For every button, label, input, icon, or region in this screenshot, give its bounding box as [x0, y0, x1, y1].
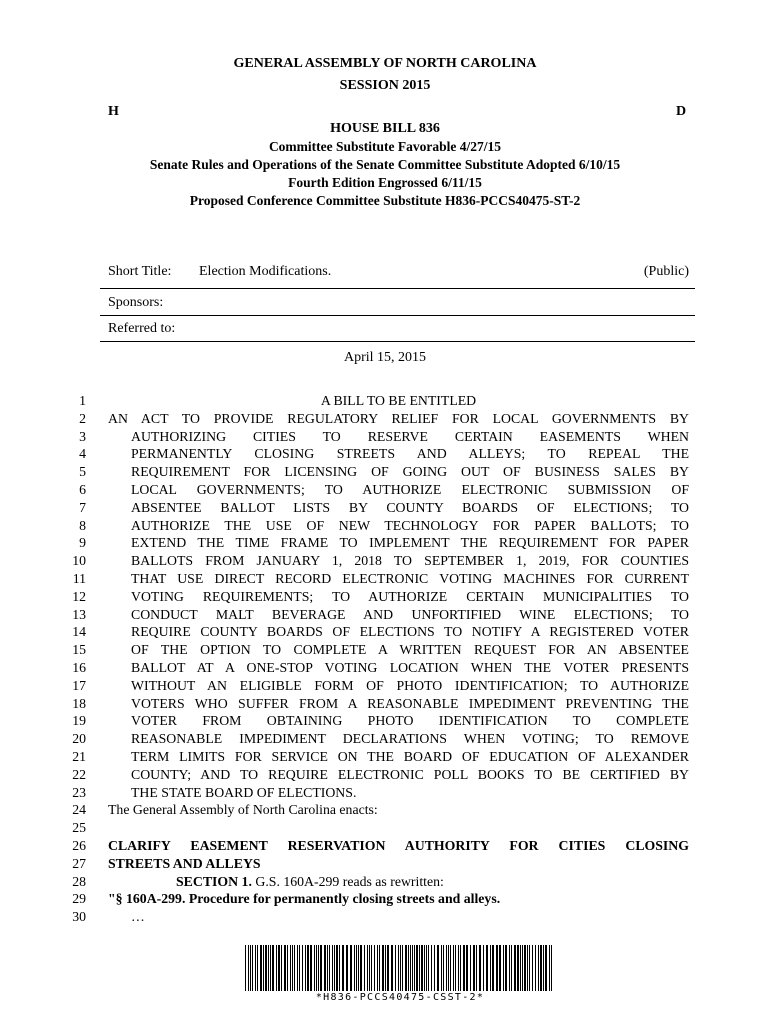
barcode-bar	[505, 945, 507, 991]
line-number: 4	[79, 446, 86, 462]
line-number: 25	[72, 820, 86, 836]
barcode-bar	[302, 945, 303, 991]
barcode-bar	[424, 945, 425, 991]
line-text: LOCAL GOVERNMENTS; TO AUTHORIZE ELECTRONIC SUBMISSION OF	[131, 482, 689, 497]
sponsors-label: Sponsors:	[108, 295, 164, 310]
line-number: 26	[72, 838, 86, 853]
barcode-bar	[329, 945, 330, 991]
line-number: 2	[79, 410, 86, 426]
barcode-bar	[268, 945, 269, 991]
line-text: PERMANENTLY CLOSING STREETS AND ALLEYS; TO REPEAL THE	[131, 446, 689, 462]
line	[0, 837, 770, 855]
edition-line: Committee Substitute Favorable 4/27/15	[268, 139, 502, 154]
line	[0, 712, 770, 730]
line-text: TERM LIMITS FOR SERVICE ON THE BOARD OF EDUCATION OF ALEXANDER	[131, 749, 689, 764]
short-title-value: Election Modifications.	[199, 264, 332, 279]
barcode-bar	[369, 945, 370, 991]
section-heading: STREETS AND ALLEYS	[108, 855, 261, 871]
line-number: 11	[72, 571, 86, 586]
line-text: REQUIREMENT FOR LICENSING OF GOING OUT OF BUSINESS SALES BY	[131, 464, 689, 480]
line-number: 13	[72, 606, 86, 622]
barcode-bar	[514, 945, 516, 991]
line-number: 23	[72, 784, 86, 800]
line	[0, 641, 770, 659]
barcode-bar	[385, 945, 386, 991]
barcode-bar	[367, 945, 368, 991]
line-number: 21	[72, 749, 86, 764]
barcode-bar	[305, 945, 306, 991]
line	[0, 730, 770, 748]
section-label: SECTION 1.	[176, 873, 252, 889]
line-text: BALLOT AT A ONE-STOP VOTING LOCATION WHEN THE VOTER PRESENTS	[131, 660, 689, 675]
barcode-bar	[374, 945, 375, 991]
barcode-bar	[276, 945, 277, 991]
public-label: (Public)	[643, 264, 689, 279]
bill-number: HOUSE BILL 836	[330, 121, 440, 136]
barcode-bar	[499, 945, 501, 991]
barcode-bar	[314, 945, 315, 991]
barcode-bar	[263, 945, 264, 991]
line-text: VOTING REQUIREMENTS; TO AUTHORIZE CERTAIN MUNICIPALITIES TO	[131, 588, 689, 604]
barcode-bar	[255, 945, 256, 991]
line-number: 12	[72, 588, 86, 604]
barcode-bar	[316, 945, 317, 991]
barcode-image	[245, 945, 555, 991]
line	[0, 623, 770, 641]
barcode-bar	[270, 945, 271, 991]
barcode-bar	[324, 945, 326, 991]
line	[0, 392, 770, 410]
line-text: REASONABLE IMPEDIMENT DECLARATIONS WHEN VOTING; TO REMOVE	[131, 731, 689, 747]
barcode-bar	[382, 945, 384, 991]
barcode-bar	[391, 945, 393, 991]
barcode-bar	[540, 945, 542, 991]
line	[0, 534, 770, 552]
barcode-bar	[250, 945, 251, 991]
barcode-bar	[496, 945, 498, 991]
barcode-bar	[290, 945, 291, 991]
barcode-bar	[294, 945, 295, 991]
barcode-bar	[463, 945, 465, 991]
line-text: CONDUCT MALT BEVERAGE AND UNFORTIFIED WINE ELECTIONS; TO	[131, 606, 689, 622]
line-number: 28	[72, 873, 86, 889]
barcode-bar	[364, 945, 365, 991]
barcode-bar	[299, 945, 300, 991]
barcode-bar	[272, 945, 274, 991]
barcode-bar	[332, 945, 333, 991]
line-number: 20	[72, 731, 86, 747]
barcode-bar	[414, 945, 415, 991]
barcode-bar	[318, 945, 319, 991]
line-number: 8	[79, 517, 86, 533]
barcode-bar	[476, 945, 477, 991]
edition-line: Proposed Conference Committee Substitute H836-PCCS40475-ST-2	[189, 193, 581, 208]
referred-label: Referred to:	[108, 321, 176, 336]
line	[0, 588, 770, 606]
barcode-bar	[257, 945, 258, 991]
line	[0, 428, 770, 446]
barcode-bar	[551, 945, 552, 991]
line	[0, 819, 770, 837]
barcode-bar	[379, 945, 380, 991]
barcode-bar	[446, 945, 447, 991]
barcode-bar	[455, 945, 456, 991]
barcode-bar	[405, 945, 407, 991]
line-text: A BILL TO BE ENTITLED	[320, 393, 477, 408]
assembly-title: GENERAL ASSEMBLY OF NORTH CAROLINA	[233, 56, 537, 71]
barcode-bar	[448, 945, 449, 991]
line-text: EXTEND THE TIME FRAME TO IMPLEMENT THE REQUIREMENT FOR PAPER	[131, 535, 689, 551]
barcode-bar	[511, 945, 512, 991]
line-number: 17	[72, 677, 86, 693]
barcode-bar	[549, 945, 550, 991]
short-title-label: Short Title:	[108, 264, 172, 279]
barcode-bar	[287, 945, 288, 991]
line	[0, 748, 770, 766]
line	[0, 766, 770, 784]
line-number: 3	[79, 428, 86, 444]
line	[0, 606, 770, 624]
barcode-bar	[486, 945, 488, 991]
barcode-bar	[412, 945, 413, 991]
barcode-bar	[307, 945, 309, 991]
barcode-bar	[524, 945, 526, 991]
line	[0, 659, 770, 677]
barcode-bar	[470, 945, 471, 991]
line-number: 10	[72, 553, 86, 569]
barcode-bar	[473, 945, 475, 991]
line	[0, 908, 770, 926]
barcode-bar	[284, 945, 286, 991]
divider	[100, 315, 695, 316]
barcode-bar	[416, 945, 418, 991]
line	[0, 570, 770, 588]
line-text: ABSENTEE BALLOT LISTS BY COUNTY BOARDS OF ELECTIONS; TO	[131, 499, 689, 515]
line-text: COUNTY; AND TO REQUIRE ELECTRONIC POLL BOOKS TO BE CERTIFIED BY	[131, 766, 689, 782]
barcode-bar	[441, 945, 442, 991]
divider	[100, 288, 695, 289]
barcode-bar	[260, 945, 262, 991]
line	[0, 552, 770, 570]
barcode-bar	[529, 945, 530, 991]
line	[0, 499, 770, 517]
barcode-bar	[483, 945, 484, 991]
barcode-bar	[252, 945, 253, 991]
line	[0, 517, 770, 535]
barcode-bar	[334, 945, 335, 991]
line	[0, 410, 770, 428]
barcode-bar	[395, 945, 396, 991]
barcode-bar	[387, 945, 389, 991]
barcode-bar	[358, 945, 359, 991]
barcode-bar	[460, 945, 461, 991]
barcode-bar	[538, 945, 539, 991]
barcode-bar	[503, 945, 504, 991]
line-number: 16	[72, 660, 86, 675]
barcode-bar	[543, 945, 544, 991]
barcode-bar	[428, 945, 429, 991]
barcode-bar	[410, 945, 411, 991]
barcode-bar	[527, 945, 528, 991]
barcode-bar	[297, 945, 298, 991]
barcode-bar	[458, 945, 459, 991]
barcode-bar	[492, 945, 494, 991]
barcode-bar	[450, 945, 451, 991]
line-number: 24	[72, 802, 86, 818]
line-number: 30	[72, 909, 86, 925]
line-number: 1	[79, 393, 86, 408]
barcode-bar	[437, 945, 439, 991]
barcode-bar	[320, 945, 322, 991]
barcode-bar	[426, 945, 427, 991]
line	[0, 677, 770, 695]
barcode-bar	[248, 945, 249, 991]
barcode-bar	[398, 945, 399, 991]
divider	[100, 341, 695, 342]
barcode-bar	[327, 945, 328, 991]
line	[0, 445, 770, 463]
barcode-bar	[292, 945, 293, 991]
line-number: 15	[72, 642, 86, 658]
line-number: 7	[79, 499, 86, 515]
line-text: REQUIRE COUNTY BOARDS OF ELECTIONS TO NOTIFY A REGISTERED VOTER	[131, 624, 689, 640]
line-text: The General Assembly of North Carolina enacts:	[108, 802, 378, 818]
session-title: SESSION 2015	[339, 78, 431, 93]
line-text: BALLOTS FROM JANUARY 1, 2018 TO SEPTEMBER 1, 2019, FOR COUNTIES	[131, 553, 689, 569]
barcode-bar	[356, 945, 357, 991]
line-number: 9	[79, 535, 86, 551]
line	[0, 873, 770, 891]
line-number: 27	[72, 855, 86, 871]
line	[0, 801, 770, 819]
line-text: AUTHORIZING CITIES TO RESERVE CERTAIN EASEMENTS WHEN	[131, 428, 689, 444]
line-text: AUTHORIZE THE USE OF NEW TECHNOLOGY FOR PAPER BALLOTS; TO	[131, 517, 689, 533]
line	[0, 855, 770, 873]
line-text: G.S. 160A-299 reads as rewritten:	[251, 873, 444, 889]
barcode-bar	[346, 945, 348, 991]
barcode-bar	[310, 945, 312, 991]
barcode-bar	[443, 945, 444, 991]
line	[0, 463, 770, 481]
barcode-bar	[490, 945, 491, 991]
barcode-bar	[522, 945, 523, 991]
barcode-bar	[400, 945, 401, 991]
line	[0, 784, 770, 802]
barcode-bar	[360, 945, 362, 991]
barcode-bar	[532, 945, 533, 991]
line-text: OF THE OPTION TO COMPLETE A WRITTEN REQUEST FOR AN ABSENTEE	[131, 642, 689, 658]
barcode-bar	[421, 945, 423, 991]
line-number: 5	[79, 464, 86, 480]
line-number: 29	[72, 891, 86, 907]
line-text: THE STATE BOARD OF ELECTIONS.	[131, 784, 357, 800]
barcode-bar	[342, 945, 344, 991]
barcode-bar	[336, 945, 338, 991]
barcode-bar	[278, 945, 280, 991]
line-text: AN ACT TO PROVIDE REGULATORY RELIEF FOR LOCAL GOVERNMENTS BY	[108, 410, 689, 426]
barcode-bar	[265, 945, 267, 991]
line-text: WITHOUT AN ELIGIBLE FORM OF PHOTO IDENTIFICATION; TO AUTHORIZE	[131, 677, 689, 693]
line	[0, 481, 770, 499]
statute-heading: "§ 160A-299. Procedure for permanently closing streets and alleys.	[108, 891, 501, 907]
barcode-text: *H836-PCCS40475-CSST-2*	[315, 992, 485, 1003]
line-number: 22	[72, 766, 86, 782]
draft-mark: D	[676, 104, 687, 119]
barcode-bar	[545, 945, 547, 991]
barcode-bar	[408, 945, 409, 991]
barcode-bar	[281, 945, 282, 991]
barcode-bar	[520, 945, 521, 991]
barcode-bar	[350, 945, 352, 991]
line-text: …	[131, 909, 145, 925]
line-number: 18	[72, 695, 86, 711]
bill-date: April 15, 2015	[343, 350, 427, 365]
barcode-bar	[466, 945, 468, 991]
barcode-bar	[453, 945, 454, 991]
barcode-bar	[339, 945, 340, 991]
barcode-bar	[517, 945, 519, 991]
edition-line: Fourth Edition Engrossed 6/11/15	[288, 175, 482, 190]
barcode-bar	[402, 945, 403, 991]
line-number: 14	[72, 624, 86, 640]
barcode-bar	[479, 945, 481, 991]
line-number: 6	[79, 482, 86, 497]
line-number: 19	[72, 713, 86, 729]
line-text: THAT USE DIRECT RECORD ELECTRONIC VOTING MACHINES FOR CURRENT	[131, 571, 689, 586]
section-heading: CLARIFY EASEMENT RESERVATION AUTHORITY FOR CITIES CLOSING	[108, 838, 689, 853]
barcode-bar	[535, 945, 536, 991]
barcode-bar	[371, 945, 372, 991]
barcode-bar	[245, 945, 246, 991]
barcode-bar	[509, 945, 510, 991]
barcode-bar	[419, 945, 420, 991]
line	[0, 890, 770, 908]
line-text: VOTERS WHO SUFFER FROM A REASONABLE IMPEDIMENT PREVENTING THE	[131, 695, 689, 711]
house-mark: H	[108, 104, 119, 119]
barcode-bar	[431, 945, 432, 991]
barcode-bar	[377, 945, 378, 991]
barcode-bar	[354, 945, 355, 991]
line-text: VOTER FROM OBTAINING PHOTO IDENTIFICATION TO COMPLETE	[131, 713, 689, 729]
edition-line: Senate Rules and Operations of the Senate Committee Substitute Adopted 6/10/15	[149, 157, 621, 172]
line	[0, 695, 770, 713]
barcode-bar	[434, 945, 435, 991]
